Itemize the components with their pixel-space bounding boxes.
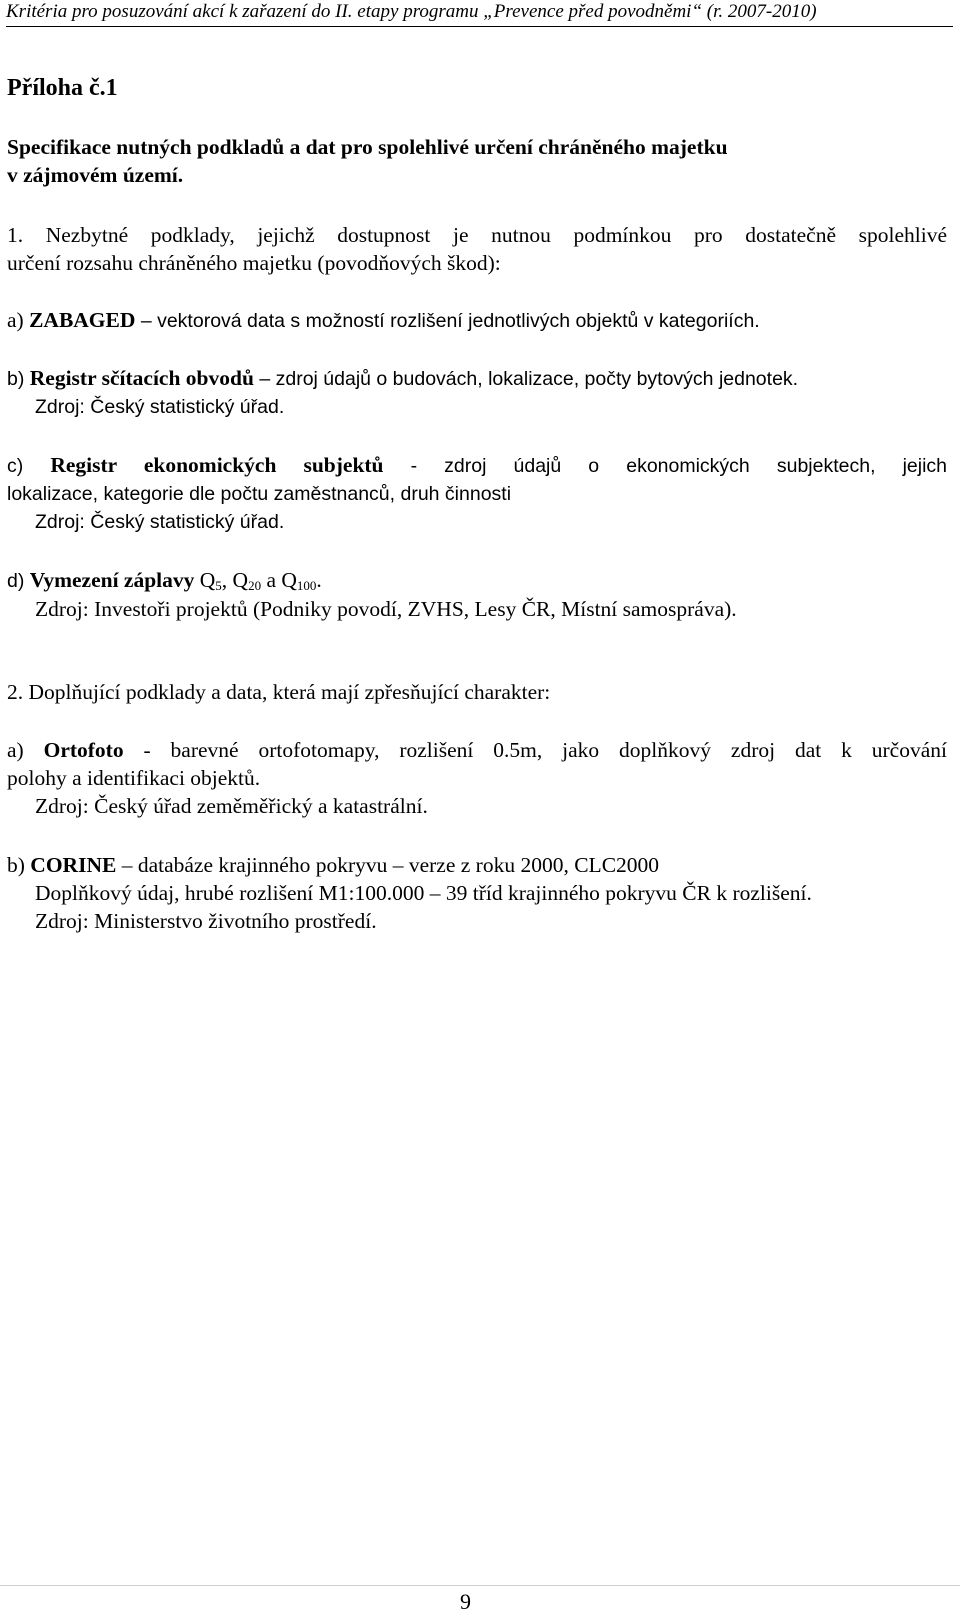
item-detail: Doplňkový údaj, hrubé rozlišení M1:100.000 – 39 tříd krajinného pokryvu ČR k rozlišení. xyxy=(35,881,812,905)
item-prefix: a) xyxy=(7,308,30,332)
item-name: CORINE xyxy=(30,853,117,877)
subtitle-line-2: v zájmovém území. xyxy=(7,163,184,187)
flood-q100: $Q_{100}$ xyxy=(281,568,317,593)
item-name: Vymezení záplavy xyxy=(29,568,195,592)
item-1b xyxy=(7,364,947,421)
item-prefix: a) xyxy=(7,738,44,762)
item-text: – databáze krajinného pokryvu – verze z roku 2000, CLC2000 xyxy=(116,853,660,877)
footer-rule xyxy=(0,1585,960,1586)
item-source: Zdroj: Ministerstvo životního prostředí. xyxy=(35,909,377,933)
item-text: – vektorová data s možností rozlišení jednotlivých objektů v kategoriích. xyxy=(135,310,760,332)
item-name: Registr ekonomických subjektů xyxy=(50,453,384,477)
item-text: - zdroj údajů o ekonomických subjektech, jejich xyxy=(383,455,948,477)
item-prefix: b) xyxy=(7,853,31,877)
flood-q20: $Q_{20}$ xyxy=(232,568,262,593)
item-text-line-2: lokalizace, kategorie dle počtu zaměstnanců, druh činnosti xyxy=(7,483,512,505)
item-name: Registr sčítacích obvodů xyxy=(29,366,254,390)
page-number: 9 xyxy=(460,1589,471,1614)
item-name: ZABAGED xyxy=(29,308,136,332)
section-2-intro: 2. Doplňující podklady a data, která mají zpřesňující charakter: xyxy=(7,680,551,704)
item-prefix: b) xyxy=(7,368,30,390)
item-1a xyxy=(7,306,947,335)
item-source: Zdroj: Český úřad zeměměřický a katastrální. xyxy=(35,794,428,818)
item-2a xyxy=(7,736,947,820)
item-text: – zdroj údajů o budovách, lokalizace, počty bytových jednotek. xyxy=(253,368,799,390)
header-rule xyxy=(6,26,953,27)
item-source: Zdroj: Český statistický úřad. xyxy=(35,396,285,418)
item-2b xyxy=(7,851,947,935)
running-header: Kritéria pro posuzování akcí k zařazení do II. etapy programu „Prevence před povodněmi“ (r. 2007-2010) xyxy=(6,1,817,22)
item-source: Zdroj: Investoři projektů (Podniky povodí, ZVHS, Lesy ČR, Místní samospráva). xyxy=(35,597,737,621)
section-1-intro-line-2: určení rozsahu chráněného majetku (povodňových škod): xyxy=(7,251,501,275)
item-name: Ortofoto xyxy=(43,738,124,762)
flood-q5: $Q_5$ xyxy=(199,568,222,593)
item-1d: d) Vymezení záplavy $Q_5$, $Q_{20}$ a $Q_{100}$. Zdroj: Investoři projektů (Podniky povodí, ZVHS, Lesy ČR, Místní samospráva). xyxy=(7,566,947,623)
item-text: - barevné ortofotomapy, rozlišení 0.5m, jako doplňkový zdroj dat k určování xyxy=(123,738,947,762)
item-prefix: c) xyxy=(7,455,51,477)
appendix-subtitle xyxy=(7,133,947,189)
section-1-intro xyxy=(7,221,947,277)
item-text-line-2: polohy a identifikaci objektů. xyxy=(7,766,261,790)
item-1c xyxy=(7,451,947,536)
item-prefix: d) xyxy=(7,570,30,592)
appendix-title: Příloha č.1 xyxy=(7,75,118,101)
section-1-intro-line-1: 1. Nezbytné podklady, jejichž dostupnost je nutnou podmínkou pro dostatečně spolehlivé xyxy=(7,223,947,247)
item-source: Zdroj: Český statistický úřad. xyxy=(35,511,285,533)
subtitle-line-1: Specifikace nutných podkladů a dat pro spolehlivé určení chráněného majetku xyxy=(7,135,728,159)
